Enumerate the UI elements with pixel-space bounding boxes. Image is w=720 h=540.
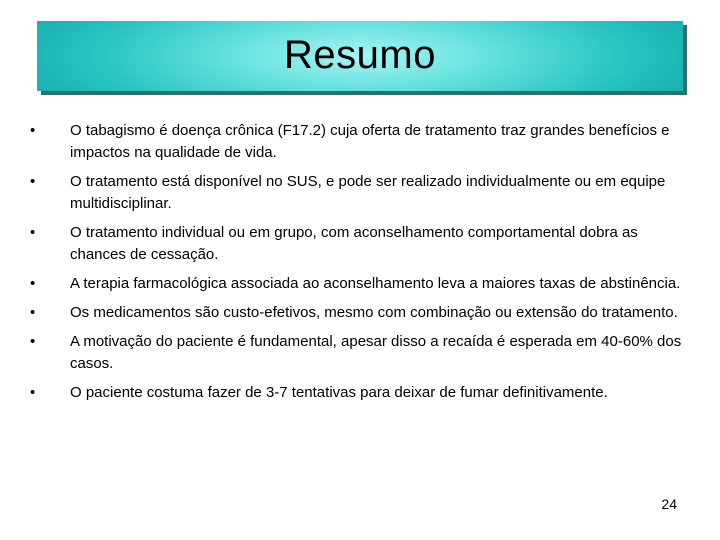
bullet-icon: •	[30, 122, 36, 139]
bullet-item	[30, 273, 690, 295]
bullet-list	[30, 120, 690, 404]
bullet-item	[30, 120, 690, 164]
bullet-item	[30, 331, 690, 375]
bullet-icon: •	[30, 224, 36, 241]
bullet-icon: •	[30, 173, 36, 190]
bullet-text: Os medicamentos são custo-efetivos, mesmo com combinação ou extensão do tratamento.	[70, 304, 678, 321]
slide-title: Resumo	[284, 32, 436, 77]
bullet-text: A motivação do paciente é fundamental, apesar disso a recaída é esperada em 40-60% dos casos.	[70, 333, 682, 372]
bullet-item	[30, 222, 690, 266]
bullet-item	[30, 302, 690, 324]
bullet-text: O paciente costuma fazer de 3-7 tentativas para deixar de fumar definitivamente.	[70, 384, 608, 401]
bullet-item	[30, 171, 690, 215]
bullet-item	[30, 382, 690, 404]
bullet-icon: •	[30, 333, 36, 350]
title-bar	[37, 21, 683, 91]
bullet-text: O tratamento está disponível no SUS, e pode ser realizado individualmente ou em equipe multidisciplinar.	[70, 173, 666, 212]
bullet-icon: •	[30, 384, 36, 401]
bullet-text: O tabagismo é doença crônica (F17.2) cuja oferta de tratamento traz grandes benefícios e impactos na qualidade de vida.	[70, 122, 670, 161]
bullet-text: O tratamento individual ou em grupo, com aconselhamento comportamental dobra as chances de cessação.	[70, 224, 638, 263]
page-number: 24	[661, 496, 677, 512]
bullet-icon: •	[30, 304, 36, 321]
bullet-text: A terapia farmacológica associada ao aconselhamento leva a maiores taxas de abstinência.	[70, 275, 681, 292]
bullet-icon: •	[30, 275, 36, 292]
